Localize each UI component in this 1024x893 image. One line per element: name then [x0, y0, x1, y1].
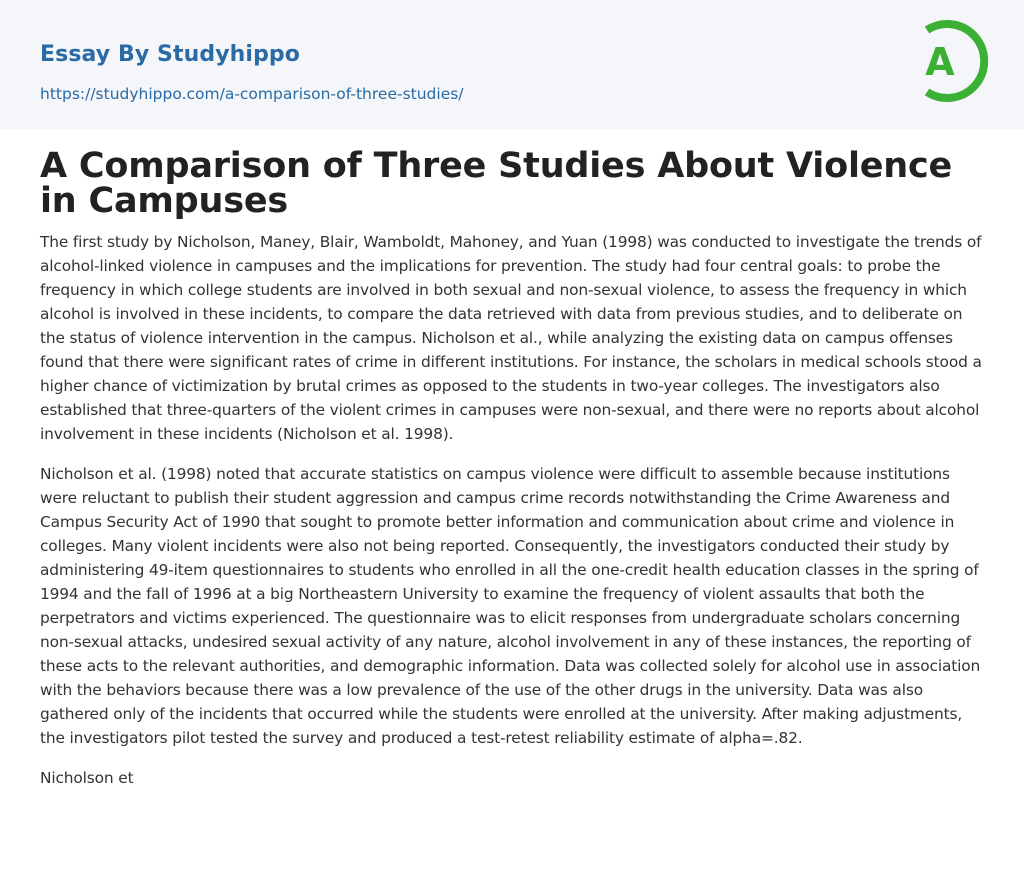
- brand-title[interactable]: Essay By Studyhippo: [40, 42, 300, 67]
- source-url-link[interactable]: https://studyhippo.com/a-comparison-of-three-studies/: [40, 85, 464, 103]
- article-paragraph-1: The first study by Nicholson, Maney, Blair, Wamboldt, Mahoney, and Yuan (1998) was conducted to investigate the trends of alcohol-linked violence in campuses and the implications for prevention. The study had four central goals: to probe the frequency in which college students are involved in both sexual and non-sexual violence, to assess the frequency in which alcohol is involved in these incidents, to compare the data retrieved with data from previous studies, and to deliberate on the status of violence intervention in the campus. Nicholson et al., while analyzing the existing data on campus offenses found that there were significant rates of crime in different institutions. For instance, the scholars in medical schools stood a higher chance of victimization by brutal crimes as opposed to the students in two-year colleges. The investigators also established that three-quarters of the violent crimes in campuses were non-sexual, and there were no reports about alcohol involvement in these incidents (Nicholson et al. 1998).: [40, 233, 982, 443]
- page-title: A Comparison of Three Studies About Violence in Campuses: [40, 146, 953, 221]
- studyhippo-logo-icon[interactable]: [904, 18, 990, 104]
- article: [0, 146, 1024, 790]
- site-header: [0, 0, 1024, 129]
- logo-letter: A: [925, 40, 955, 84]
- article-paragraph-2: Nicholson et al. (1998) noted that accurate statistics on campus violence were difficult to assemble because institutions were reluctant to publish their student aggression and campus crime records notwithstanding the Crime Awareness and Campus Security Act of 1990 that sought to promote better information and communication about crime and violence in colleges. Many violent incidents were also not being reported. Consequently, the investigators conducted their study by administering 49-item questionnaires to students who enrolled in all the one-credit health education classes in the spring of 1994 and the fall of 1996 at a big Northeastern University to examine the frequency of violent assaults that both the perpetrators and victims experienced. The questionnaire was to elicit responses from undergraduate scholars concerning non-sexual attacks, undesired sexual activity of any nature, alcohol involvement in any of these instances, the reporting of these acts to the relevant authorities, and demographic information. Data was collected solely for alcohol use in association with the behaviors because there was a low prevalence of the use of the other drugs in the university. Data was also gathered only of the incidents that occurred while the students were enrolled at the university. After making adjustments, the investigators pilot tested the survey and produced a test-retest reliability estimate of alpha=.82.: [40, 465, 981, 747]
- article-paragraph-3: Nicholson et: [40, 769, 134, 787]
